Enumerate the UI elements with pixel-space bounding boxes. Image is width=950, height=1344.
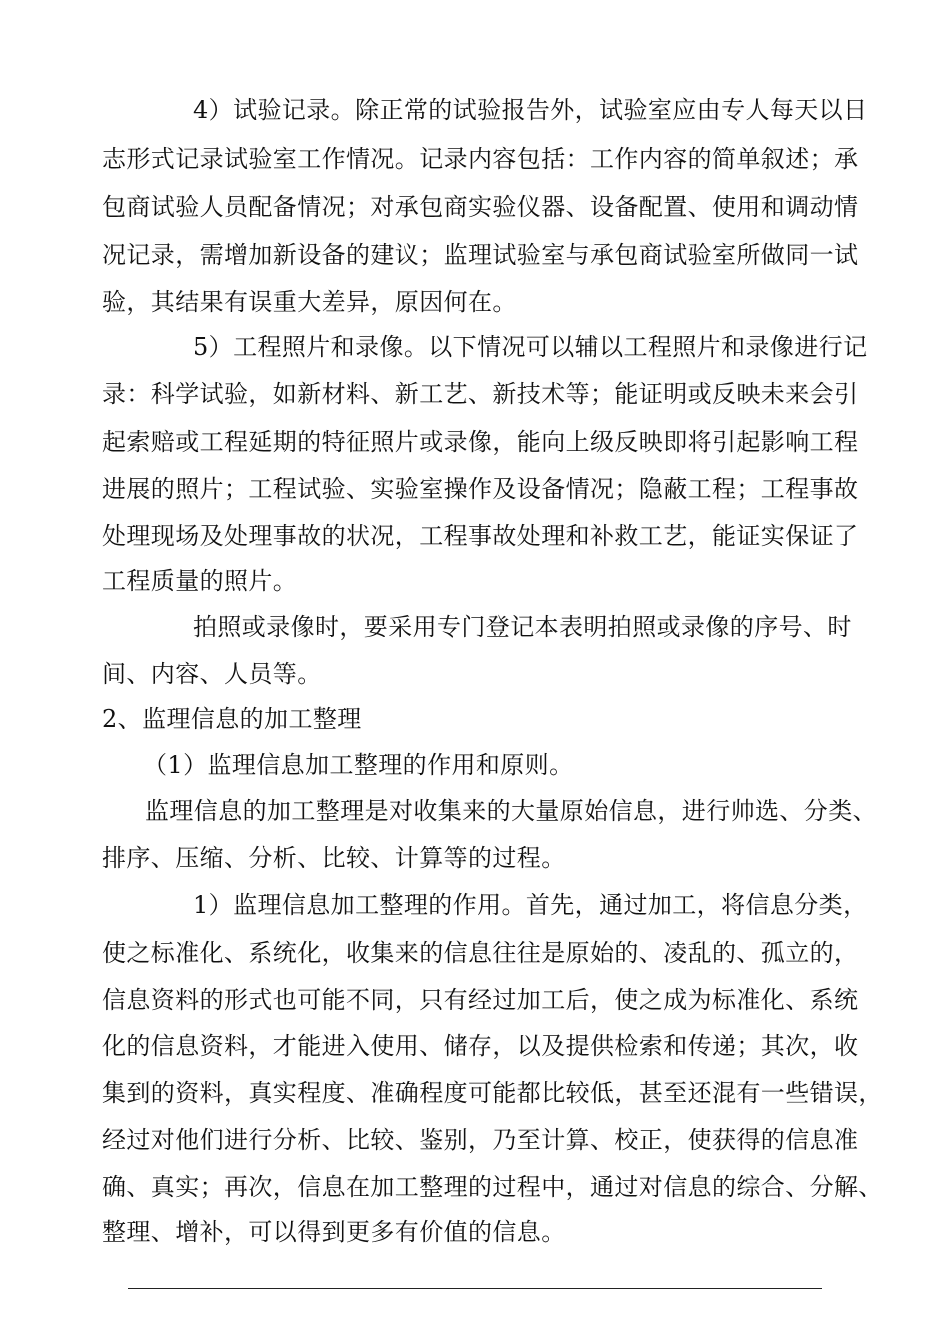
section-heading: 2、监理信息的加工整理 xyxy=(102,705,362,733)
body-text-line: 拍照或录像时，要采用专门登记本表明拍照或录像的序号、时 xyxy=(193,613,852,641)
body-text-line: 集到的资料，真实程度、准确程度可能都比较低，甚至还混有一些错误， xyxy=(102,1079,883,1107)
body-text-line: 1）监理信息加工整理的作用。首先，通过加工，将信息分类， xyxy=(193,891,868,919)
body-text-line: 处理现场及处理事故的状况，工程事故处理和补救工艺，能证实保证了 xyxy=(102,522,859,550)
body-text-line: 起索赔或工程延期的特征照片或录像，能向上级反映即将引起影响工程 xyxy=(102,428,859,456)
body-text-line: 工程质量的照片。 xyxy=(102,567,298,595)
body-text-line: 录：科学试验，如新材料、新工艺、新技术等；能证明或反映未来会引 xyxy=(102,380,859,408)
body-text-line: 4）试验记录。除正常的试验报告外，试验室应由专人每天以日 xyxy=(193,96,868,124)
body-text-line: 监理信息的加工整理是对收集来的大量原始信息，进行帅选、分类、 xyxy=(145,797,877,825)
body-text-line: 经过对他们进行分析、比较、鉴别，乃至计算、校正，使获得的信息准 xyxy=(102,1126,859,1154)
body-text-line: 进展的照片；工程试验、实验室操作及设备情况；隐蔽工程；工程事故 xyxy=(102,475,859,503)
body-text-line: 排序、压缩、分析、比较、计算等的过程。 xyxy=(102,844,566,872)
body-text-line: 信息资料的形式也可能不同，只有经过加工后，使之成为标准化、系统 xyxy=(102,986,859,1014)
body-text-line: 使之标准化、系统化，收集来的信息往往是原始的、凌乱的、孤立的， xyxy=(102,939,859,967)
footer-divider xyxy=(128,1288,822,1289)
body-text-line: 化的信息资料，才能进入使用、储存，以及提供检索和传递；其次，收 xyxy=(102,1032,859,1060)
body-text-line: 况记录，需增加新设备的建议；监理试验室与承包商试验室所做同一试 xyxy=(102,241,859,269)
body-text-line: 整理、增补，可以得到更多有价值的信息。 xyxy=(102,1218,566,1246)
body-text-line: 间、内容、人员等。 xyxy=(102,660,322,688)
subsection-heading: （1）监理信息加工整理的作用和原则。 xyxy=(143,751,574,779)
body-text-line: 包商试验人员配备情况；对承包商实验仪器、设备配置、使用和调动情 xyxy=(102,193,859,221)
body-text-line: 5）工程照片和录像。以下情况可以辅以工程照片和录像进行记 xyxy=(193,333,868,361)
body-text-line: 验，其结果有误重大差异，原因何在。 xyxy=(102,288,517,316)
body-text-line: 确、真实；再次，信息在加工整理的过程中，通过对信息的综合、分解、 xyxy=(102,1173,883,1201)
body-text-line: 志形式记录试验室工作情况。记录内容包括：工作内容的简单叙述；承 xyxy=(102,145,859,173)
